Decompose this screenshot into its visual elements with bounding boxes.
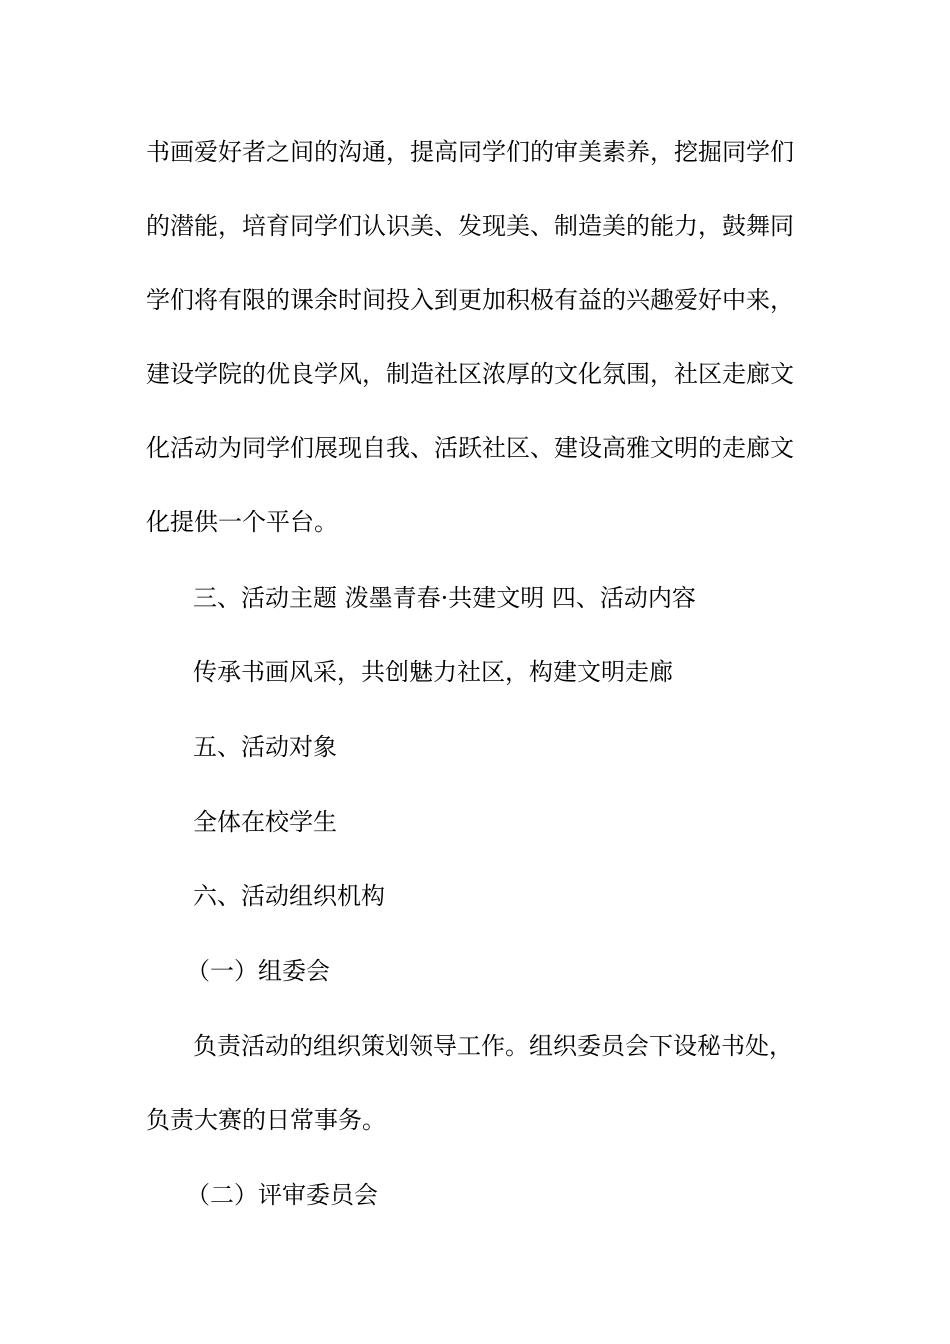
paragraph-line: 化提供一个平台。	[146, 508, 338, 536]
subsection-2-heading: （二）评审委员会	[186, 1181, 378, 1209]
section-3-heading: 三、活动主题 泼墨青春·共建文明 四、活动内容	[193, 584, 696, 612]
paragraph-line: 化活动为同学们展现自我、活跃社区、建设高雅文明的走廊文	[146, 434, 794, 462]
paragraph-line: 建设学院的优良学风，制造社区浓厚的文化氛围，社区走廊文	[146, 360, 794, 388]
section-6-heading: 六、活动组织机构	[193, 882, 385, 910]
paragraph-line: 学们将有限的课余时间投入到更加积极有益的兴趣爱好中来，	[146, 286, 794, 314]
section-5-heading: 五、活动对象	[193, 733, 337, 761]
subsection-1-text-line: 负责大赛的日常事务。	[146, 1106, 386, 1134]
paragraph-line: 书画爱好者之间的沟通，提高同学们的审美素养，挖掘同学们	[146, 138, 794, 166]
section-4-text: 传承书画风采，共创魅力社区，构建文明走廊	[193, 658, 673, 686]
paragraph-line: 的潜能，培育同学们认识美、发现美、制造美的能力，鼓舞同	[146, 212, 794, 240]
subsection-1-heading: （一）组委会	[186, 957, 330, 985]
section-5-text: 全体在校学生	[193, 808, 337, 836]
subsection-1-text-line: 负责活动的组织策划领导工作。组织委员会下设秘书处，	[193, 1032, 793, 1060]
